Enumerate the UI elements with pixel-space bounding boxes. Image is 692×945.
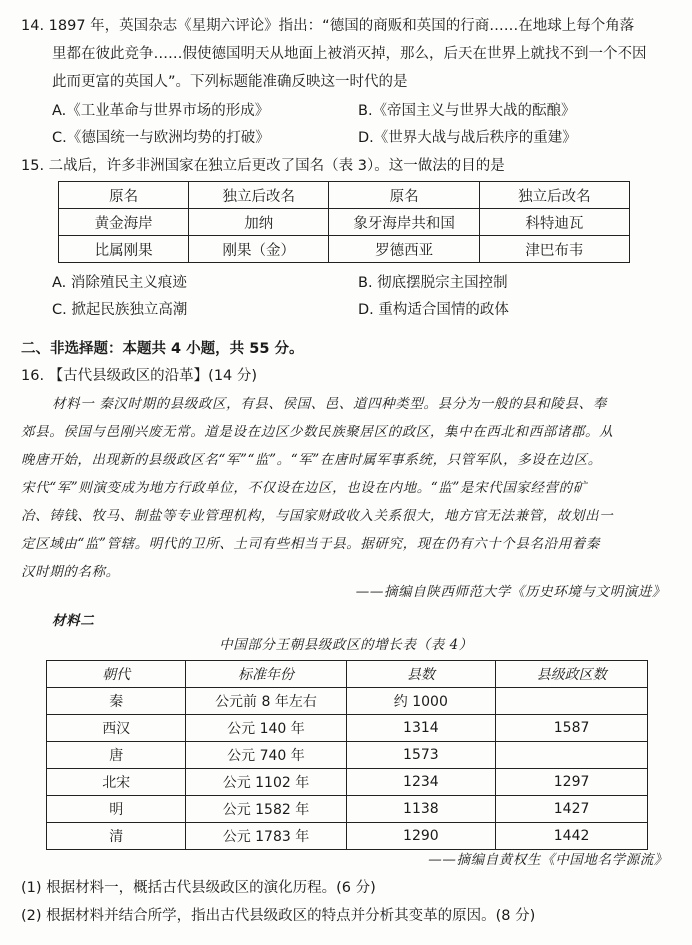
table-cell: 公元 1102 年	[186, 769, 346, 796]
table-cell: 唐	[47, 742, 186, 769]
table-cell: 罗德西亚	[329, 236, 479, 263]
q15-stem: 15. 二战后，许多非洲国家在独立后更改了国名（表 3）。这一做法的目的是	[21, 158, 505, 174]
q15-option-c: C. 掀起民族独立高潮	[52, 302, 188, 318]
table-cell: 1138	[346, 796, 496, 823]
table-4-caption: 中国部分王朝县级政区的增长表（表 4）	[219, 637, 473, 653]
q14-stem-line-1: 14. 1897 年，英国杂志《星期六评论》指出：“德国的商贩和英国的行商……在地球上每个角落	[21, 18, 635, 34]
q14-stem-line-2: 里都在彼此竞争……假使德国明天从地面上被消灭掉，那么，后天在世界上就找不到一个不因	[52, 46, 647, 62]
table-cell: 秦	[47, 688, 186, 715]
table-3	[58, 181, 630, 263]
table-4-source: ——摘编自黄权生《中国地名学源流》	[428, 852, 668, 868]
table-header-cell: 标准年份	[186, 661, 346, 688]
q15-option-d: D. 重构适合国情的政体	[358, 302, 509, 318]
table-cell: 1290	[346, 823, 496, 850]
table-cell: 1573	[346, 742, 496, 769]
table-cell: 北宋	[47, 769, 186, 796]
table-cell: 黄金海岸	[59, 209, 189, 236]
q16-title: 16. 【古代县级政区的沿革】(14 分)	[21, 368, 258, 384]
table-header-cell: 原名	[329, 182, 479, 209]
table-cell: 科特迪瓦	[479, 209, 629, 236]
table-cell: 清	[47, 823, 186, 850]
q16-subquestion-2: (2) 根据材料并结合所学，指出古代县级政区的特点并分析其变革的原因。(8 分)	[21, 908, 536, 924]
table-header-cell: 县数	[346, 661, 496, 688]
q14-option-c: C.《德国统一与欧洲均势的打破》	[52, 130, 270, 146]
material2-label: 材料二	[52, 613, 95, 629]
table-cell: 公元 140 年	[186, 715, 346, 742]
table-cell: 1587	[496, 715, 648, 742]
table-row	[59, 236, 630, 263]
material1-line: 冶、铸钱、牧马、制盐等专业管理机构，与国家财政收入关系很大，地方官无法兼管，故划出一	[21, 508, 614, 524]
table-header-cell: 独立后改名	[479, 182, 629, 209]
table-cell: 加纳	[189, 209, 329, 236]
q16-subquestion-1: (1) 根据材料一，概括古代县级政区的演化历程。(6 分)	[21, 880, 376, 896]
q15-option-a: A. 消除殖民主义痕迹	[52, 275, 187, 291]
q14-stem-line-3: 此而更富的英国人”。下列标题能准确反映这一时代的是	[52, 74, 408, 90]
material1-line: 晚唐开始，出现新的县级政区名“军”“监”。“军”在唐时属军事系统，只管军队，多设在边区。	[21, 452, 602, 468]
table-row	[47, 796, 648, 823]
q14-option-a: A.《工业革命与世界市场的形成》	[52, 103, 270, 119]
table-cell	[496, 742, 648, 769]
table-row	[59, 209, 630, 236]
table-cell: 公元 1582 年	[186, 796, 346, 823]
table-row	[47, 769, 648, 796]
table-header-cell: 原名	[59, 182, 189, 209]
section-heading: 二、非选择题：本题共 4 小题，共 55 分。	[21, 341, 304, 357]
table-4	[46, 660, 648, 850]
table-row	[59, 182, 630, 209]
material1-line: 材料一 秦汉时期的县级政区，有县、侯国、邑、道四种类型。县分为一般的县和陵县、奉	[52, 396, 607, 412]
table-row	[47, 823, 648, 850]
table-header-cell: 独立后改名	[189, 182, 329, 209]
table-cell: 西汉	[47, 715, 186, 742]
table-cell: 公元 1783 年	[186, 823, 346, 850]
q14-option-b: B.《帝国主义与世界大战的酝酿》	[358, 103, 576, 119]
material1-line: 汉时期的名称。	[21, 564, 120, 580]
table-cell: 公元前 8 年左右	[186, 688, 346, 715]
q14-option-d: D.《世界大战与战后秩序的重建》	[358, 130, 577, 146]
table-cell: 1427	[496, 796, 648, 823]
table-cell: 1442	[496, 823, 648, 850]
table-cell: 刚果（金）	[189, 236, 329, 263]
table-header-cell: 朝代	[47, 661, 186, 688]
table-row	[47, 688, 648, 715]
table-cell: 1314	[346, 715, 496, 742]
material1-line: 定区域由“监”管辖。明代的卫所、土司有些相当于县。据研究，现在仍有六十个县名沿用着秦	[21, 536, 601, 552]
table-cell: 津巴布韦	[479, 236, 629, 263]
material1-source: ——摘编自陕西师范大学《历史环境与文明演进》	[355, 584, 666, 600]
material1-line: 郊县。侯国与邑刚兴废无常。道是设在边区少数民族聚居区的政区，集中在西北和西部诸郡。从	[21, 424, 614, 440]
table-row	[47, 742, 648, 769]
table-cell: 比属刚果	[59, 236, 189, 263]
table-row	[47, 715, 648, 742]
table-cell: 象牙海岸共和国	[329, 209, 479, 236]
table-header-cell: 县级政区数	[496, 661, 648, 688]
table-row	[47, 661, 648, 688]
table-cell: 明	[47, 796, 186, 823]
q15-option-b: B. 彻底摆脱宗主国控制	[358, 275, 508, 291]
table-cell: 约 1000	[346, 688, 496, 715]
table-cell	[496, 688, 648, 715]
table-cell: 1234	[346, 769, 496, 796]
table-cell: 1297	[496, 769, 648, 796]
material1-line: 宋代“军”则演变成为地方行政单位，不仅设在边区，也设在内地。“监”是宋代国家经营的矿	[21, 480, 587, 496]
table-cell: 公元 740 年	[186, 742, 346, 769]
